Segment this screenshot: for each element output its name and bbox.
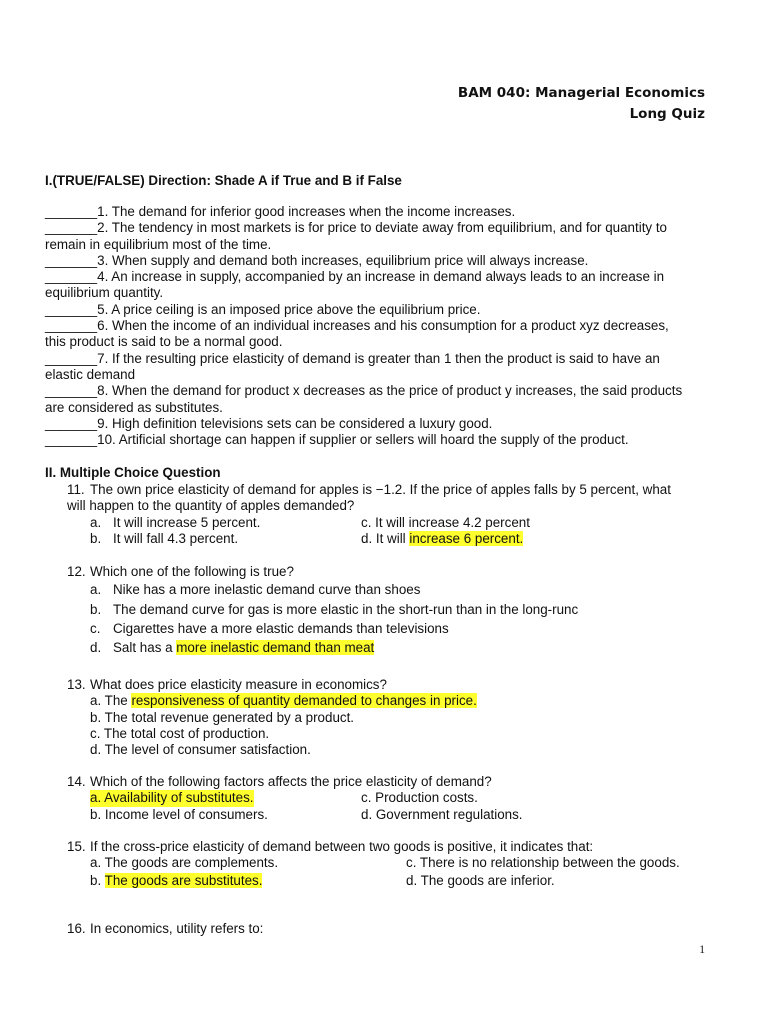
option-c[interactable]: c. There is no relationship between the goods.	[406, 855, 680, 871]
true-false-item	[45, 383, 705, 416]
multiple-choice-section	[45, 465, 705, 481]
option-b[interactable]: b. It will fall 4.3 percent.	[90, 530, 239, 546]
question-16	[67, 921, 707, 937]
true-false-item	[45, 318, 705, 351]
statement-text: _______5. A price ceiling is an imposed price above the equilibrium price.	[45, 301, 481, 317]
question-number: 16.	[67, 921, 86, 936]
question-text: In economics, utility refers to:	[90, 921, 264, 936]
true-false-item	[45, 204, 705, 220]
true-false-item	[45, 220, 705, 253]
option-d[interactable]: d. The level of consumer satisfaction.	[90, 742, 311, 758]
question-11	[67, 482, 707, 547]
question-text: What does price elasticity measure in economics?	[90, 677, 387, 692]
highlighted-answer: more inelastic demand than meat	[176, 640, 375, 656]
statement-text-cont: this product is said to be a normal good.	[45, 334, 283, 350]
option-d[interactable]: d. The goods are inferior.	[406, 872, 555, 888]
statement-text-cont: are considered as substitutes.	[45, 399, 223, 415]
statement-text: _______6. When the income of an individual increases and his consumption for a product xyz decreases,	[45, 318, 669, 334]
question-text: Which one of the following is true?	[90, 564, 294, 579]
option-b[interactable]: b. Income level of consumers.	[90, 806, 268, 822]
statement-text-cont: elastic demand	[45, 366, 136, 382]
question-number: 11.	[67, 482, 85, 497]
option-a[interactable]: a. Nike has a more inelastic demand curve than shoes	[90, 582, 421, 598]
question-text-cont: will happen to the quantity of apples demanded?	[67, 498, 355, 514]
true-false-section	[45, 173, 705, 189]
section-title-true-false: I.(TRUE/FALSE) Direction: Shade A if True and B if False	[45, 173, 402, 188]
true-false-item	[45, 302, 705, 318]
statement-text: _______10. Artificial shortage can happen if supplier or sellers will hoard the supply of the product.	[45, 432, 629, 448]
true-false-item	[45, 351, 705, 384]
option-a[interactable]: a. Availability of substitutes.	[90, 790, 254, 806]
option-c[interactable]: c. The total cost of production.	[90, 725, 270, 741]
question-number: 14.	[67, 774, 86, 789]
statement-text: _______7. If the resulting price elasticity of demand is greater than 1 then the product is said to have an	[45, 350, 660, 366]
option-d[interactable]: d. It will increase 6 percent.	[361, 530, 524, 546]
question-text: The own price elasticity of demand for apples is −1.2. If the price of apples falls by 5 percent, what	[90, 482, 671, 497]
exam-title: Long Quiz	[629, 106, 705, 122]
statement-text: _______9. High definition televisions sets can be considered a luxury good.	[45, 415, 493, 431]
option-c[interactable]: c. It will increase 4.2 percent	[361, 514, 530, 530]
option-d[interactable]: d. Government regulations.	[361, 806, 523, 822]
page-number: 1	[699, 944, 705, 956]
statement-text: _______4. An increase in supply, accompanied by an increase in demand always leads to an increase in	[45, 269, 665, 285]
statement-text: _______8. When the demand for product x decreases as the price of product y increases, the said products	[45, 383, 683, 399]
question-14	[67, 774, 707, 823]
question-12	[67, 564, 707, 659]
statement-text-cont: remain in equilibrium most of the time.	[45, 236, 272, 252]
option-b[interactable]: b. The demand curve for gas is more elastic in the short-run than in the long-runc	[90, 601, 579, 617]
option-c[interactable]: c. Cigarettes have a more elastic demands than televisions	[90, 620, 449, 636]
true-false-item	[45, 253, 705, 269]
question-13	[67, 677, 707, 758]
true-false-item	[45, 416, 705, 432]
question-number: 13.	[67, 677, 86, 692]
option-a[interactable]: a. It will increase 5 percent.	[90, 514, 261, 530]
question-text: Which of the following factors affects the price elasticity of demand?	[90, 774, 492, 789]
true-false-item	[45, 269, 705, 302]
true-false-item	[45, 432, 705, 448]
true-false-list	[45, 204, 705, 448]
statement-text-cont: equilibrium quantity.	[45, 285, 164, 301]
option-b[interactable]: b. The goods are substitutes.	[90, 872, 263, 888]
statement-text: _______2. The tendency in most markets is for price to deviate away from equilibrium, and for quantity to	[45, 220, 667, 236]
option-d[interactable]: d. Salt has a more inelastic demand than meat	[90, 640, 375, 656]
highlighted-answer: responsiveness of quantity demanded to changes in price.	[131, 693, 477, 709]
highlighted-answer: The goods are substitutes.	[104, 872, 263, 888]
section-title-multiple-choice: II. Multiple Choice Question	[45, 465, 221, 480]
question-text: If the cross-price elasticity of demand between two goods is positive, it indicates that:	[90, 839, 594, 854]
option-b[interactable]: b. The total revenue generated by a product.	[90, 709, 355, 725]
statement-text: _______1. The demand for inferior good increases when the income increases.	[45, 204, 516, 219]
course-title: BAM 040: Managerial Economics	[457, 85, 705, 101]
option-c[interactable]: c. Production costs.	[361, 790, 478, 806]
question-number: 15.	[67, 839, 86, 854]
highlighted-answer: increase 6 percent.	[409, 530, 524, 546]
question-number: 12.	[67, 564, 86, 579]
question-15	[67, 839, 707, 889]
option-a[interactable]: a. The goods are complements.	[90, 855, 279, 871]
statement-text: _______3. When supply and demand both increases, equilibrium price will always increase.	[45, 252, 589, 268]
option-a[interactable]: a. The responsiveness of quantity demanded to changes in price.	[90, 693, 477, 709]
